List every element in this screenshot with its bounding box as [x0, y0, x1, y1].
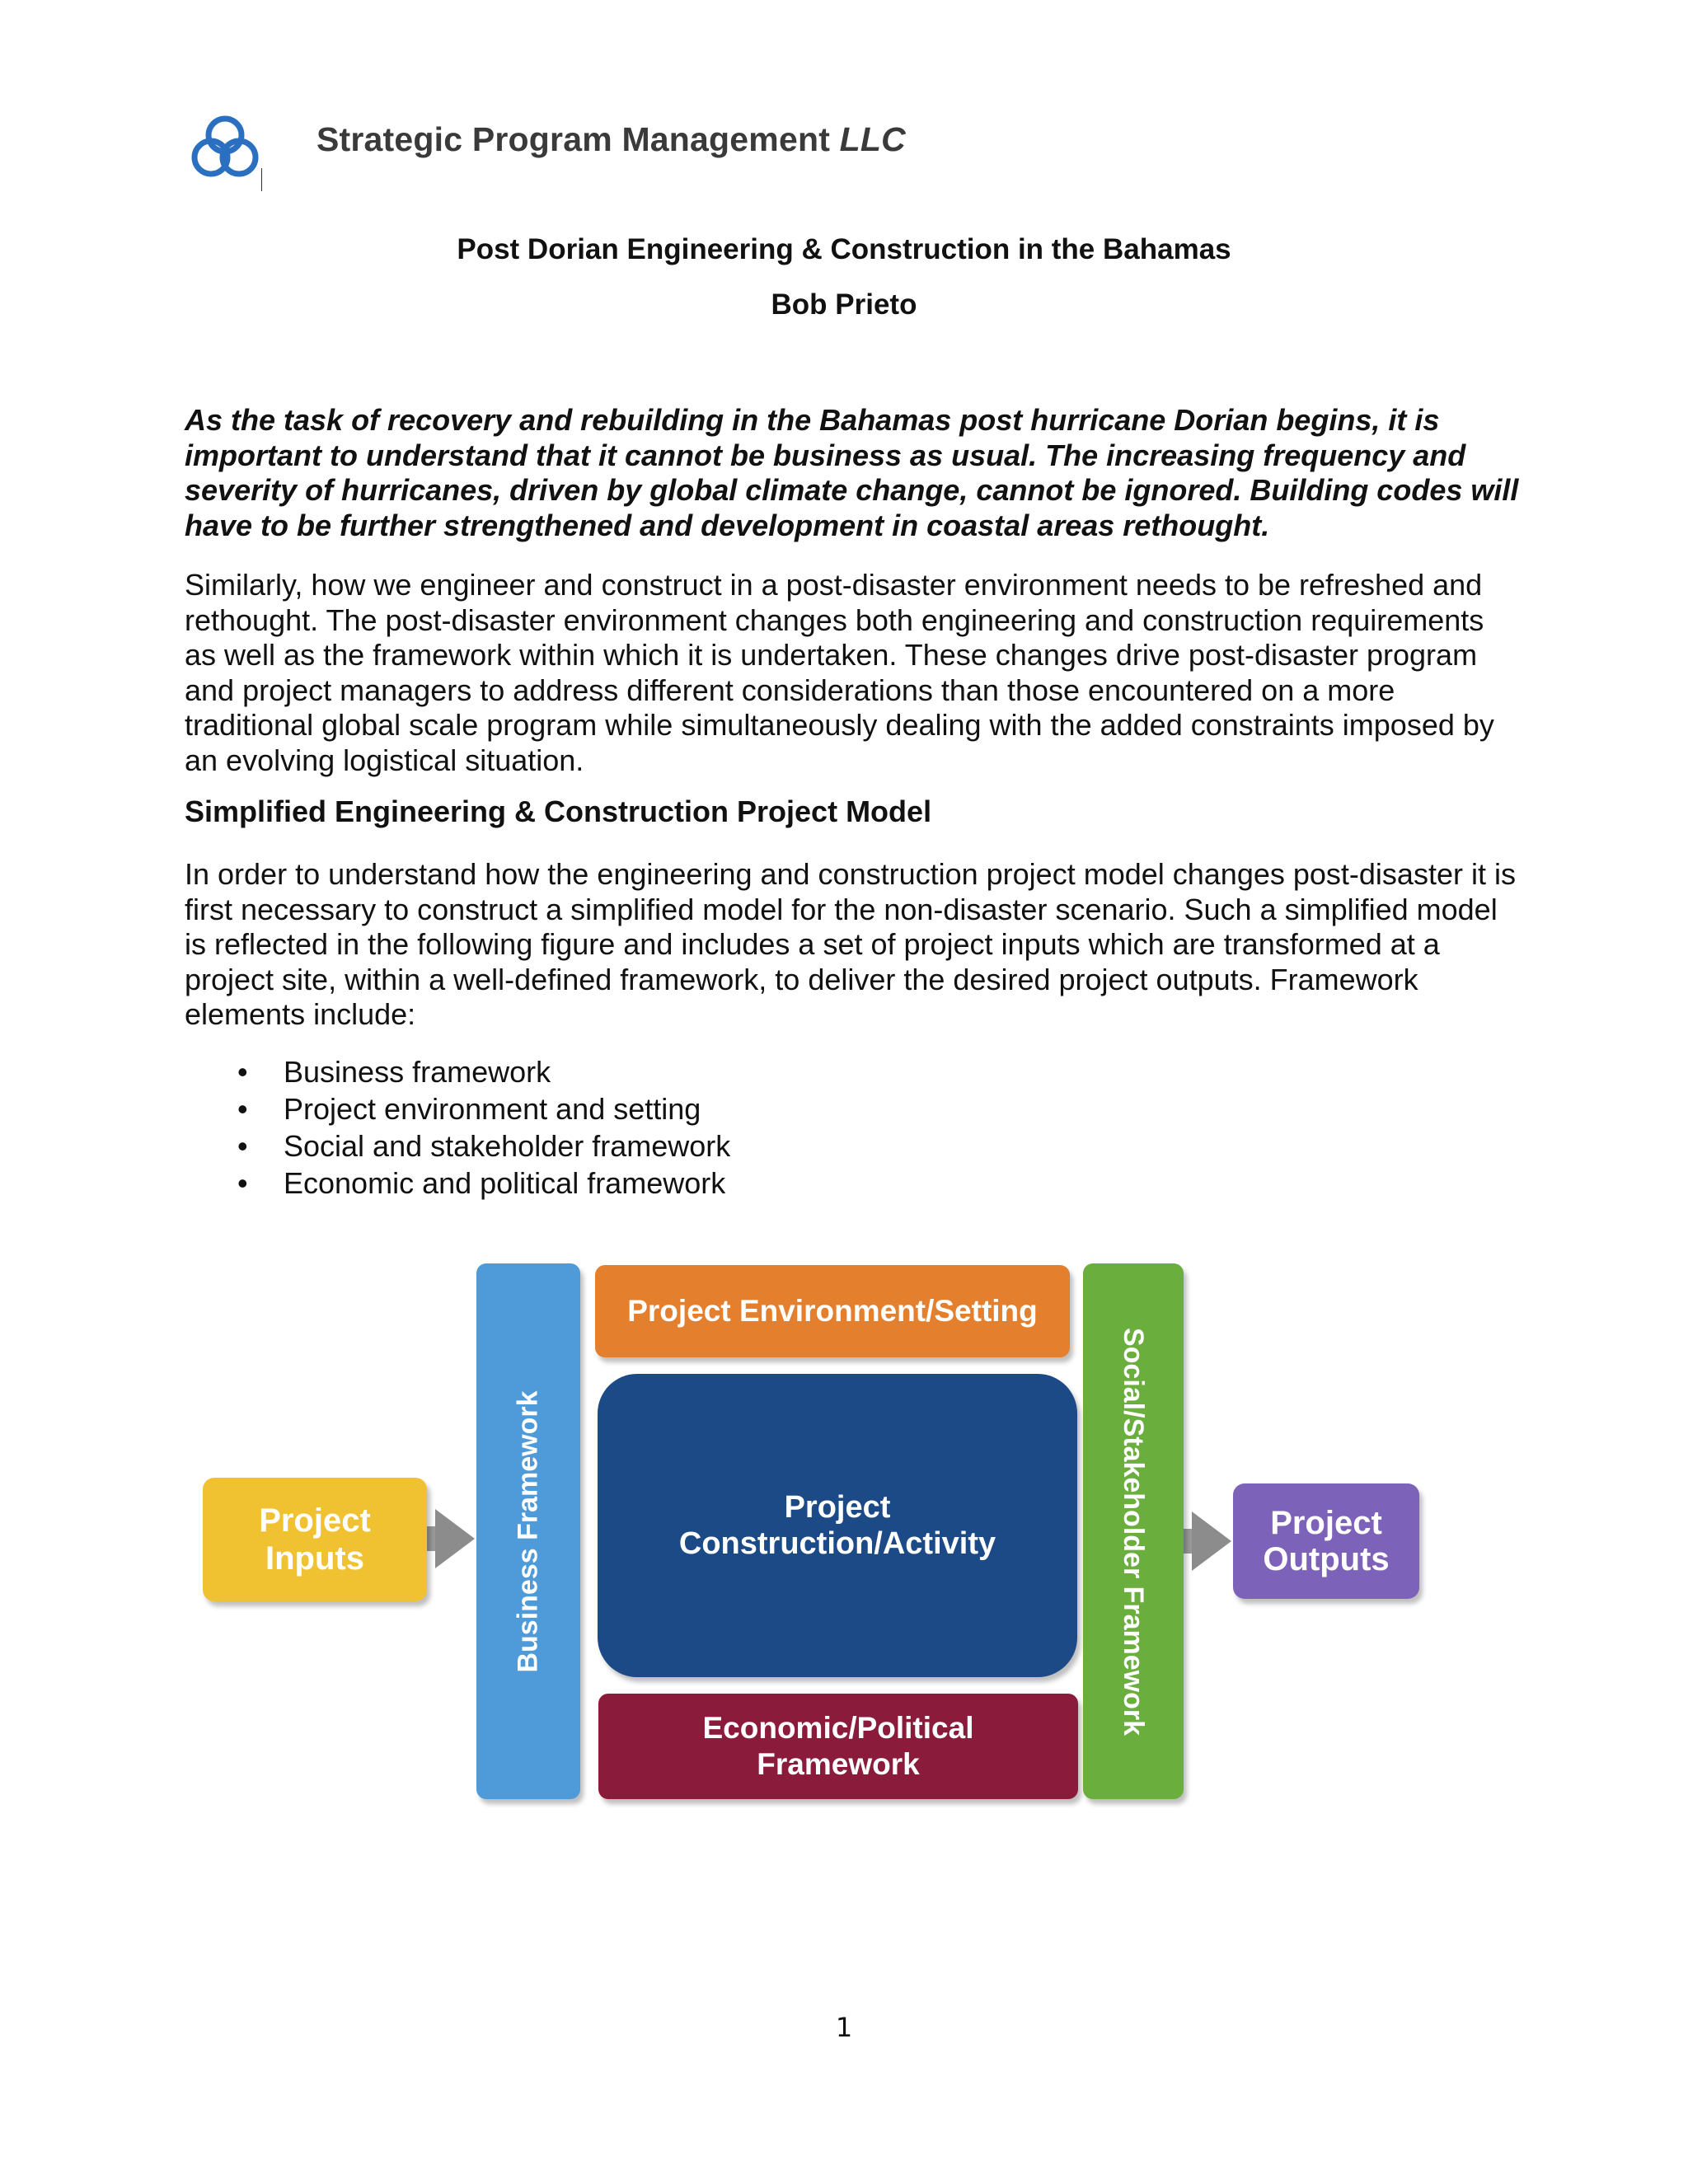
economic-political-box — [598, 1694, 1078, 1799]
project-inputs-line2: Inputs — [265, 1540, 364, 1577]
project-outputs-line2: Outputs — [1263, 1541, 1390, 1577]
project-inputs-box — [203, 1478, 427, 1601]
framework-bullet-list — [185, 1053, 730, 1202]
bullet-icon: • — [237, 1055, 248, 1089]
economic-political-line1: Economic/Political — [702, 1711, 974, 1745]
list-item — [185, 1165, 730, 1202]
bullet-icon: • — [237, 1166, 248, 1200]
project-environment-box — [595, 1265, 1070, 1357]
social-stakeholder-box — [1083, 1263, 1184, 1799]
paragraph-2: In order to understand how the engineering and construction project model changes post-disaster it is first necessary to construct a simplified model for the non-disaster scenario. Such a simplified model is reflected in the following figure and includes a set of project inputs which are transformed at a project site, within a well-defined framework, to deliver the desired project outputs. Framework elements include: — [185, 857, 1516, 1031]
lead-paragraph: As the task of recovery and rebuilding in the Bahamas post hurricane Dorian begins, it is important to understand that it cannot be business as usual. The increasing frequency and severity of hurricanes, driven by global climate change, cannot be ignored. Building codes will have to be further strengthened and development in coastal areas rethought. — [185, 403, 1519, 542]
section-heading: Simplified Engineering & Construction Project Model — [185, 794, 932, 828]
document-author: Bob Prieto — [771, 288, 917, 321]
bullet-icon: • — [237, 1092, 248, 1126]
project-environment-label: Project Environment/Setting — [627, 1294, 1038, 1328]
list-item — [185, 1127, 730, 1165]
list-item-text: Economic and political framework — [284, 1166, 726, 1200]
output-arrow-icon — [1192, 1511, 1231, 1571]
project-inputs-line1: Project — [259, 1502, 371, 1539]
list-item-text: Business framework — [284, 1055, 551, 1089]
business-framework-box — [476, 1263, 580, 1799]
paragraph-1: Similarly, how we engineer and construct in a post-disaster environment needs to be refreshed and rethought. The post-disaster environment changes both engineering and construction requirements as well as the framework within which it is undertaken. These changes drive post-disaster program and project managers to address different considerations than those encountered on a more traditional global scale program while simultaneously dealing with the added constraints imposed by an evolving logistical situation. — [185, 568, 1494, 777]
project-construction-box — [598, 1374, 1077, 1677]
project-construction-line1: Project — [784, 1490, 891, 1525]
list-item-text: Project environment and setting — [284, 1092, 701, 1126]
company-suffix: LLC — [839, 120, 906, 158]
list-item-text: Social and stakeholder framework — [284, 1129, 731, 1163]
social-stakeholder-label: Social/Stakeholder Framework — [1118, 1327, 1150, 1736]
company-name — [316, 120, 906, 159]
list-item — [185, 1090, 730, 1127]
project-outputs-box — [1233, 1483, 1419, 1599]
bullet-icon: • — [237, 1129, 248, 1163]
project-model-figure — [198, 1257, 1467, 1809]
company-name-text: Strategic Program Management — [316, 120, 831, 158]
list-item — [185, 1053, 730, 1090]
page-number: 1 — [835, 2012, 853, 2043]
document-title: Post Dorian Engineering & Construction in the Bahamas — [457, 233, 1231, 265]
economic-political-line2: Framework — [757, 1747, 920, 1781]
business-framework-label: Business Framework — [512, 1390, 544, 1673]
input-arrow-icon — [435, 1509, 475, 1568]
project-outputs-line1: Project — [1270, 1505, 1382, 1541]
project-construction-line2: Construction/Activity — [678, 1526, 996, 1561]
interlocking-rings-logo-icon — [188, 110, 262, 193]
